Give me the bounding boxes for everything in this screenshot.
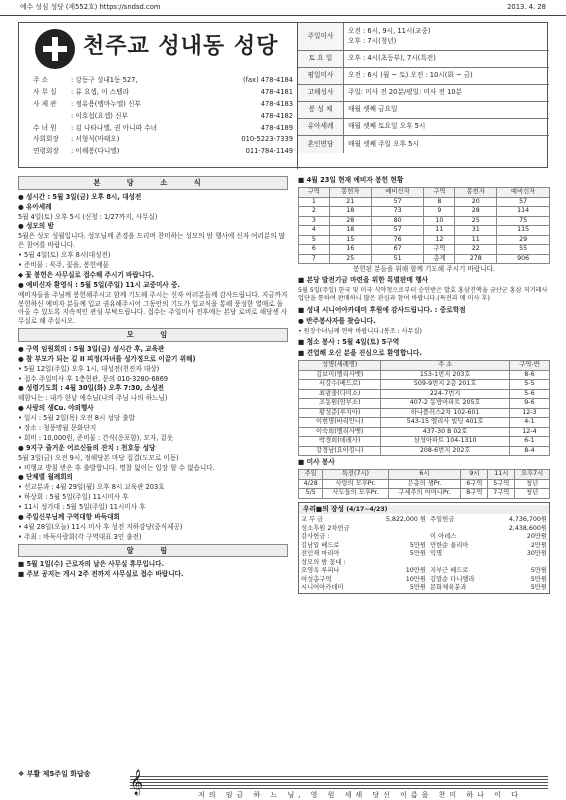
table-cell: 조동원(암부소) [299,399,381,409]
table-cell: 구세주의 어머니Pr. [388,489,461,499]
table-cell: 22 [455,245,497,255]
table-cell: 15 [329,235,371,245]
table-cell: 9 [424,207,455,217]
table-cell: 25 [455,216,497,226]
info-row: 수 녀 원 : 김 나타나엘, 권 아니따 수녀 478-4189 [33,123,293,132]
section-item: ◆ 꽃 봉헌은 사무실로 접수해 주시기 바랍니다. [18,270,155,279]
section-item: ● 9지구 즐거운 어르신들의 잔치 : 천호동 성당 [18,443,156,452]
table-row [299,576,549,585]
table-cell: 25 [329,254,371,264]
table-cell: 5,822,000 원 [385,516,426,524]
table-cell: 박경희(데레사) [299,437,381,447]
table-cell: 5만원 [530,575,547,583]
table-cell: 사도들의 모후Pr. [323,489,388,499]
table-cell: 20 [455,197,497,207]
section-item: ● 성시간 : 5월 3일(금) 오후 8시, 대성전 [18,192,142,201]
table-header: 구역-반 [509,361,549,371]
table-cell: 강경남(요아킴나) [299,446,381,456]
section-item: ● 사랑의 샘Cu. 야외행사 [18,404,94,413]
table-cell: 12-4 [509,427,549,437]
table-row [299,427,550,437]
table-row [299,516,549,525]
table-cell [493,559,549,568]
table-cell: 57 [497,197,550,207]
special-sale-title: ■ 본당 발전기금 마련을 위한 특별판매 행사 [298,275,429,284]
section-item: • 준비물 : 묵주, 꽃을, 봉헌예물 [18,260,109,269]
table-cell: 주일헌금 [429,516,455,524]
table-cell: 성모의 밤 꽃대 : [301,558,346,566]
section-item: • 접수 주일미사 후 1층현관, 문의 010-3280-6869 [18,374,169,383]
table-cell: 67 [371,245,424,255]
cross-logo-icon [35,29,75,69]
table-cell: 51 [371,254,424,264]
table-header: 예비신자 [371,188,424,198]
table-cell: 구역 [424,245,455,255]
table-header: 구역 [424,188,455,198]
info-row: 사 제 관 : 정유용(엠마누엘) 신부 478-4183 [33,99,293,108]
table-cell: 은총의 샘Pr. [388,479,461,489]
table-cell: 8-4 [509,446,549,456]
senior-academy-note: ■ 성내 시니어아카데미 후원에 감사드립니다. : 중로학점 [298,305,466,314]
table-cell: 6 [299,245,330,255]
table-cell: 김말순 다니엘라 [429,575,475,583]
table-cell: 총계 [424,254,455,264]
table-cell: 28 [329,216,371,226]
table-cell: 31 [455,226,497,236]
table-cell: 감사헌금 : [301,533,330,541]
table-cell: 청년 [515,479,550,489]
table-cell: 2만원 [530,541,547,549]
mass-service-title: ■ 미사 봉사 [298,458,335,467]
section-item: 해함니는 : 내가 한낱 예수님(나의 주님 나의 하느님) [18,394,168,403]
table-cell: 지부근 베드로 [429,567,469,575]
newcomers-table [298,360,550,456]
table-cell: 18 [329,207,371,217]
ledger-table [299,516,549,593]
table-cell: 57 [371,197,424,207]
table-cell: 8 [424,197,455,207]
table-cell: 115 [497,226,550,236]
table-cell: 전인재 마리아 [301,550,340,558]
section-item: ■ 주보 공지는 게시 2주 전까지 사무실로 접수 바랍니다. [18,570,184,579]
table-row [299,584,549,593]
table-cell: 6-1 [509,437,549,447]
table-row [299,559,549,568]
info-row: : 이호섭(요셉) 신부 478-4182 [71,111,293,120]
table-cell: 29 [497,235,550,245]
table-row [299,254,550,264]
section-item: 5월 4일(토) 오후 5시 (신청 : 1/27까지, 사무실) [18,212,158,221]
section-item: ● 성모의 밤 [18,222,54,231]
section-item: ■ 5월 1일(수) 근로자의 날은 사무실 휴무입니다. [18,560,164,569]
table-cell: 11 [424,226,455,236]
table-cell: 1 [299,197,330,207]
table-cell: 5 [299,235,330,245]
table-header: 성명(세례명) [299,361,381,371]
table-row [299,235,550,245]
table-row [299,489,550,499]
table-cell: 6구역 [461,479,488,489]
table-cell: 최광출(다미소) [299,389,381,399]
table-cell: 5-5 [509,380,549,390]
table-cell [369,525,428,534]
table-cell: 407-2 동방아파트 205호 [381,399,509,409]
table-cell: 삼성아파트 104-1310 [381,437,509,447]
offering-status-title: ■ 4월 23일 현재 예비자 봉헌 현황 [298,176,404,184]
offering-status-table [298,187,550,264]
offering-note: 봉헌된 분들을 위해 함께 기도해 주시기 바랍니다. [352,265,496,274]
table-header: 봉헌자 [455,188,497,198]
table-cell: 황성준(루치아) [299,408,381,418]
top-bar [0,0,566,16]
table-cell [428,559,493,568]
table-row [299,380,550,390]
table-cell: 224-7번지 [381,389,509,399]
table-cell: 2 [299,207,330,217]
table-row [299,245,550,255]
table-cell: 18 [329,226,371,236]
section-item: • 4월 28일(오늘) 11시 미사 후 성전 지하강당(중식제공) [18,522,183,531]
table-header: 오후7시 [515,470,550,480]
table-cell: 9-6 [509,399,549,409]
section-item: • 하상회 : 5월 5일(주일) 11시미사 후 [18,493,129,502]
table-cell: 12-3 [509,408,549,418]
table-cell [369,533,428,542]
table-cell: 73 [371,207,424,217]
table-cell: 278 [455,254,497,264]
top-bar-left: 예수 성심 성당 (제552호) https://sndsd.com [20,2,161,11]
table-cell: 80 [371,216,424,226]
right-column [298,174,550,594]
cleaning-note: ■ 청소 봉사 : 5월 4일(토) 5구역 [298,338,400,347]
table-row [299,370,550,380]
table-cell: 906 [497,254,550,264]
section-item: ● 성령기도회 : 4월 30일(화) 오후 7:30, 소성전 [18,384,164,393]
accompanist-title: ● 반주봉사자를 찾습니다. [298,316,376,325]
table-cell: 여성총구역 [301,575,332,583]
section-header: 본 당 소 식 [18,176,288,190]
table-cell: 114 [497,207,550,217]
table-cell: 5만원 [530,584,547,592]
table-header: 특전(7시) [323,470,388,480]
table-cell: 이 아녜스 [429,533,457,541]
left-column [18,174,288,580]
table-cell: 5-6 [509,389,549,399]
parish-info [33,75,293,158]
section-item: 5월 3일(금) 오전 9시, 정해당본 마당 집결(도모로 이동) [18,453,179,462]
mass-service-table [298,469,550,499]
mass-schedule: 주일미사 오전 : 6시, 9시, 11시(교중) 오후 : 7시(청년) 토 요 일 오후 : 4시(초등부), 7시(특전) 평일미사 오전 : 6시 (월 ~ 토) 오전 : 10시(화 ~ 금) 고해성사 주일: 미사 전 20분/평일: 미사 전 10분 봉 성 체 매월 셋째 금요일 유아세례 매월 셋째 토요일 오후 5시 혼인면담 매월 셋째 주일 오후 5시 [297,23,549,169]
section-item: • 선교분과 : 4월 29일(월) 오후 8시 교육관 203호 [18,483,165,492]
table-cell: 성소후원 2차헌금 [301,524,350,532]
section-item: ● 주일신부님께 구역대항 바둑대회 [18,513,120,522]
table-cell: 75 [497,216,550,226]
table-cell: 57 [371,226,424,236]
ledger-box [298,502,550,594]
table-row [299,207,550,217]
section-item: 5월은 성모 성월입니다. 성모님께 존경을 드리며 찬미하는 성모의 밤 행사에 신자 여러분의 많은 참여를 바랍니다. [18,232,286,250]
table-row [299,399,550,409]
table-cell: 55 [497,245,550,255]
section-item: • 주최 : 바둑사랑회(각 구역대표 3인 출전) [18,532,142,541]
table-cell: 4 [299,226,330,236]
table-cell: 153-1번지 203호 [381,370,509,380]
table-cell: 10 [424,216,455,226]
table-row [299,479,550,489]
table-header: 9시 [461,470,488,480]
table-header: 봉헌자 [329,188,371,198]
page-title: 천주교 성내동 성당 [83,33,279,59]
table-cell: 28 [455,207,497,217]
table-header: 예비신자 [497,188,550,198]
table-cell: 이숙희(엘리사벳) [299,427,381,437]
table-cell: 8-6 [509,370,549,380]
welcome-title: ■ 견업해 오신 분을 진심으로 환영합니다. [298,349,422,358]
section-header: 알 림 [18,544,288,558]
table-cell: 8구역 [461,489,488,499]
table-cell: 4,736,700원 [508,516,547,524]
table-cell: 5만원 [409,541,426,549]
table-cell: 3 [299,216,330,226]
section-item: • 회비 : 10,000원, 준비물 : 간식(응포함), 모자, 겉옷 [18,433,174,442]
table-row [299,418,550,428]
table-row [299,197,550,207]
table-row [299,437,550,447]
table-row [299,550,549,559]
section-item: ● 단체별 월례회의 [18,473,73,482]
section-item: 예비자들을 주님께 봉헌해주시고 함께 기도해 주시는 신자 여러분들께 감사드립니다. 지금까지 봉헌하신 예비자 분들께 입교 권유해주시어 그동안의 기도가 입교식을 통해 풍성한 열매로 돌아올 수 있도록 지속적인 관심 부탁드립니다. 접수는 주일미사 전후에는 본당 로비로 해당센 사무실로 해 주십시오. [18,290,288,326]
table-cell: 7 [299,254,330,264]
table-cell: 시니어아카데미 [301,584,344,592]
accompanist-body: • 원장수녀님께 연락 바랍니다.(봉조 : 사무실) [298,327,422,335]
table-cell: 2,438,600원 [508,524,547,532]
table-cell: 76 [371,235,424,245]
table-cell: 문화체육분과 [429,584,467,592]
info-row: 사 무 실 : 류 요셉, 이 스텔라 478-4181 [33,88,293,97]
table-cell: 543-15 엘리사 빌딩 401호 [381,418,509,428]
section-item: • 일시 : 5월 2일(목) 오전 8시 성당 출발 [18,414,136,423]
table-cell: 20만원 [526,533,547,541]
table-cell: 30만원 [526,550,547,558]
table-cell: 5만원 [409,550,426,558]
table-cell: 하나플러스2차 102-601 [381,408,509,418]
special-sale-body: 5월 5일(주일) 한국 및 미국 식약청으로부터 승인받은 발효 홍삼진액을 금산군 홍삼 직거래사업단을 통하여 판매하니 많은 관심과 참여 바랍니다.(특전과 매 미사 후) [298,286,548,303]
table-cell: 오영옥 루피나 [301,567,340,575]
table-cell [428,525,493,534]
music-bar [18,768,548,798]
table-cell: 12 [424,235,455,245]
info-row: 연령회장 : 이해봉(다니엘) 011-784-1149 [33,147,293,156]
info-row: 주 소 : 강동구 성내1동 527, (fax) 478-4184 [33,76,293,85]
table-cell: 사랑의 모후Pr. [323,479,388,489]
header-box [18,22,548,168]
section-item: • 11시 성가대 : 5월 5일(주일) 11시미사 후 [18,503,146,512]
info-row: 사회회장 : 서형석(마태오) 010-5223-7339 [33,135,293,144]
table-row [299,408,550,418]
ledger-title: 우리■의 장성 [303,504,344,513]
table-cell: 이현명(바리안나) [299,418,381,428]
table-cell: 김보미(엘리사벳) [299,370,381,380]
table-cell: 5/5 [299,489,323,499]
table-cell: 4/28 [299,479,323,489]
table-cell: 509-9번지 2층 201호 [381,380,509,390]
section-item: • 5월 12일(주일) 오후 1시, 대성전(천진자 대상) [18,364,160,373]
table-row [299,389,550,399]
section-header: 모 임 [18,328,288,342]
section-item: ● 구역 임원회의 : 5월 3일(금) 성시간 후, 교육관 [18,344,165,353]
music-label: ❖ 부활 제5주일 화답송 [18,770,91,778]
table-header: 6시 [388,470,461,480]
section-item: ● 유아세례 [18,202,52,211]
table-cell: 5만원 [530,567,547,575]
table-header: 구역 [299,188,330,198]
music-lyrics: 저의 임금 하 느 님, 영 원 세세 당신 이름을 찬미 하나 이 다 [198,791,522,799]
ledger-date: (4/17~4/23) [346,505,388,513]
table-cell: 5만원 [409,584,426,592]
table-header: 11시 [488,470,515,480]
table-header: 주일 [299,470,323,480]
table-row [299,525,549,534]
top-bar-date: 2013. 4. 28 [507,2,546,11]
treble-clef-icon: 𝄞 [130,770,144,795]
table-row [299,226,550,236]
table-cell: 437-30 B 02호 [381,427,509,437]
table-cell [369,559,428,568]
table-row [299,446,550,456]
table-cell: 교 무 금 [301,516,324,524]
table-cell: 5구역 [488,479,515,489]
section-item: • 5월 4일(토) 오후 8시(대성전) [18,251,111,260]
table-cell: 서강수(베드로) [299,380,381,390]
table-row [299,216,550,226]
table-cell: 7구역 [488,489,515,499]
section-item: ● 예비신자 환영식 : 5월 5일(주일) 11시 교중미사 중. [18,280,180,289]
section-item: • 장소 : 청풍명월 문화단지 [18,424,97,433]
table-cell: 익명 [429,550,443,558]
table-cell: 청년 [515,489,550,499]
table-cell: 김남일 베드로 [301,541,340,549]
table-row [299,542,549,551]
table-cell: 10만원 [405,575,426,583]
table-cell: 21 [329,197,371,207]
table-cell: 16 [329,245,371,255]
section-item: • 비행교 방침 받은 후 출발합니다. 명찰 없이는 입장 할 수 없습니다. [18,463,215,472]
table-header: 주 소 [381,361,509,371]
section-item: ● 참 부모가 되는 길 II 피정(자녀를 성가정으로 이끌기 위해) [18,354,196,363]
table-cell: 4-1 [509,418,549,428]
table-cell: 민한순 율리아 [429,541,469,549]
table-row [299,533,549,542]
table-cell: 208-6번지 202호 [381,446,509,456]
table-row [299,567,549,576]
table-cell: 11 [455,235,497,245]
table-cell: 10만원 [405,567,426,575]
